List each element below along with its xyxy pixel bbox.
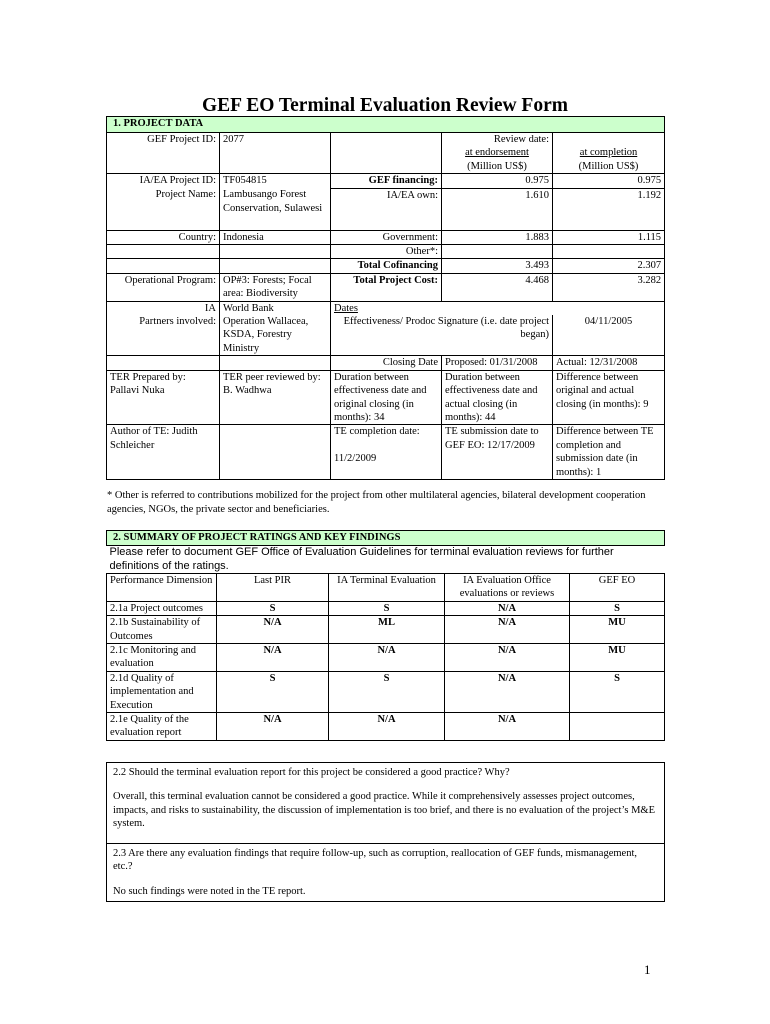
rating-ia-te: N/A — [329, 713, 445, 741]
project-name-label: Project Name: — [107, 188, 220, 230]
dates-label: Dates — [331, 301, 665, 315]
col-ia-terminal-evaluation: IA Terminal Evaluation — [329, 574, 445, 602]
rating-ia-te: N/A — [329, 644, 445, 672]
fin-label-government: Government: — [331, 230, 442, 244]
ia: World Bank — [220, 301, 331, 315]
col-gef-eo: GEF EO — [570, 574, 665, 602]
effectiveness-date: 04/11/2005 — [553, 315, 665, 356]
fin-completion-total-project-cost: 3.282 — [553, 273, 665, 301]
ratings-intro: Please refer to document GEF Office of Evaluation Guidelines for terminal evaluation reviews for further definitions of the ratings. — [109, 546, 614, 572]
ia-ea-project-id: TF054815 — [220, 174, 331, 188]
section1-header: 1. PROJECT DATA — [107, 117, 665, 133]
section2-header: 2. SUMMARY OF PROJECT RATINGS AND KEY FINDINGS — [107, 531, 665, 546]
at-completion-header: at completion (Million US$) — [553, 146, 665, 173]
project-data-table — [106, 116, 665, 480]
gef-project-id-label: GEF Project ID: — [107, 133, 220, 174]
rating-gef-eo: S — [570, 671, 665, 712]
rating-ia-eo: N/A — [445, 644, 570, 672]
closing-proposed: Proposed: 01/31/2008 — [442, 356, 553, 370]
findings-table — [106, 762, 665, 902]
rating-gef-eo: MU — [570, 644, 665, 672]
closing-actual: Actual: 12/31/2008 — [553, 356, 665, 370]
operational-program: OP#3: Forests; Focal area: Biodiversity — [220, 273, 331, 301]
col-performance-dimension: Performance Dimension — [107, 574, 217, 602]
good-practice-box — [107, 763, 665, 844]
page-number: 1 — [644, 962, 651, 977]
te-completion: TE completion date: 11/2/2009 — [331, 425, 442, 480]
fin-label-gef: GEF financing: — [331, 174, 442, 188]
closing-date-label: Closing Date — [331, 356, 442, 370]
ter-prepared-by: TER Prepared by: Pallavi Nuka — [107, 370, 220, 425]
effectiveness-label: Effectiveness/ Prodoc Signature (i.e. date project began) — [331, 315, 553, 356]
author-of-te: Author of TE: Judith Schleicher — [107, 425, 220, 480]
fin-label-ia-ea: IA/EA own: — [331, 188, 442, 230]
other-footnote: * Other is referred to contributions mobilized for the project from other multilateral agencies, bilateral development cooperation agencies, NGOs, the private sector and beneficiaries. — [107, 490, 646, 515]
fin-endorsement-total-cofinancing: 3.493 — [442, 259, 553, 273]
te-submission: TE submission date to GEF EO: 12/17/2009 — [442, 425, 553, 480]
rating-last-pir: S — [217, 601, 329, 615]
fin-label-other: Other*: — [331, 245, 442, 259]
rating-last-pir: N/A — [217, 713, 329, 741]
good-practice-question: 2.2 Should the terminal evaluation report for this project be considered a good practice? Why? — [113, 767, 510, 778]
fin-completion-gef: 0.975 — [553, 174, 665, 188]
review-date-label: Review date: — [442, 133, 553, 147]
difference-submission: Difference between TE completion and submission date (in months): 1 — [553, 425, 665, 480]
fin-label-total-cofinancing: Total Cofinancing — [331, 259, 442, 273]
at-endorsement-header: at endorsement (Million US$) — [442, 146, 553, 173]
duration-actual: Duration between effectiveness date and actual closing (in months): 44 — [442, 370, 553, 425]
rating-ia-te: S — [329, 601, 445, 615]
fin-completion-government: 1.115 — [553, 230, 665, 244]
rating-dimension: 2.1c Monitoring and evaluation — [107, 644, 217, 672]
rating-ia-te: S — [329, 671, 445, 712]
good-practice-answer: Overall, this terminal evaluation cannot be considered a good practice. While it comprehensively assesses project outcomes, impacts, and risks to sustainability, the discussion of implementation is too brief, and there is no evaluation of the project’s M&E system. — [113, 791, 656, 830]
rating-gef-eo: S — [570, 601, 665, 615]
operational-program-label: Operational Program: — [107, 273, 220, 301]
country-label: Country: — [107, 230, 220, 244]
ia-ea-project-id-label: IA/EA Project ID: — [107, 174, 220, 188]
gef-project-id: 2077 — [220, 133, 331, 174]
form-title: GEF EO Terminal Evaluation Review Form — [202, 95, 568, 116]
ter-peer-reviewed: TER peer reviewed by: B. Wadhwa — [220, 370, 331, 425]
rating-dimension: 2.1e Quality of the evaluation report — [107, 713, 217, 741]
rating-last-pir: N/A — [217, 644, 329, 672]
rating-ia-eo: N/A — [445, 713, 570, 741]
fin-completion-other — [553, 245, 665, 259]
follow-up-question: 2.3 Are there any evaluation findings that require follow-up, such as corruption, reallocation of GEF funds, mismanagement, etc.? — [113, 848, 637, 873]
fin-completion-total-cofinancing: 2.307 — [553, 259, 665, 273]
project-name: Lambusango Forest Conservation, Sulawesi — [220, 188, 331, 230]
partners: Operation Wallacea, KSDA, Forestry Ministry — [220, 315, 331, 356]
rating-last-pir: S — [217, 671, 329, 712]
follow-up-box — [107, 844, 665, 902]
fin-endorsement-total-project-cost: 4.468 — [442, 273, 553, 301]
fin-completion-ia-ea: 1.192 — [553, 188, 665, 230]
ratings-table — [106, 530, 665, 741]
rating-ia-eo: N/A — [445, 671, 570, 712]
rating-ia-eo: N/A — [445, 601, 570, 615]
follow-up-answer: No such findings were noted in the TE report. — [113, 885, 306, 897]
rating-gef-eo — [570, 713, 665, 741]
country: Indonesia — [220, 230, 331, 244]
fin-label-total-project-cost: Total Project Cost: — [331, 273, 442, 301]
fin-endorsement-ia-ea: 1.610 — [442, 188, 553, 230]
duration-original: Duration between effectiveness date and original closing (in months): 34 — [331, 370, 442, 425]
col-last-pir: Last PIR — [217, 574, 329, 602]
rating-last-pir: N/A — [217, 616, 329, 644]
rating-ia-te: ML — [329, 616, 445, 644]
partners-label: Partners involved: — [107, 315, 220, 356]
fin-endorsement-other — [442, 245, 553, 259]
fin-endorsement-government: 1.883 — [442, 230, 553, 244]
difference-closing: Difference between original and actual closing (in months): 9 — [553, 370, 665, 425]
rating-gef-eo: MU — [570, 616, 665, 644]
ia-label: IA — [107, 301, 220, 315]
col-ia-evaluation-office: IA Evaluation Office evaluations or reviews — [445, 574, 570, 602]
rating-dimension: 2.1b Sustainability of Outcomes — [107, 616, 217, 644]
rating-dimension: 2.1d Quality of implementation and Execution — [107, 671, 217, 712]
fin-endorsement-gef: 0.975 — [442, 174, 553, 188]
rating-ia-eo: N/A — [445, 616, 570, 644]
rating-dimension: 2.1a Project outcomes — [107, 601, 217, 615]
